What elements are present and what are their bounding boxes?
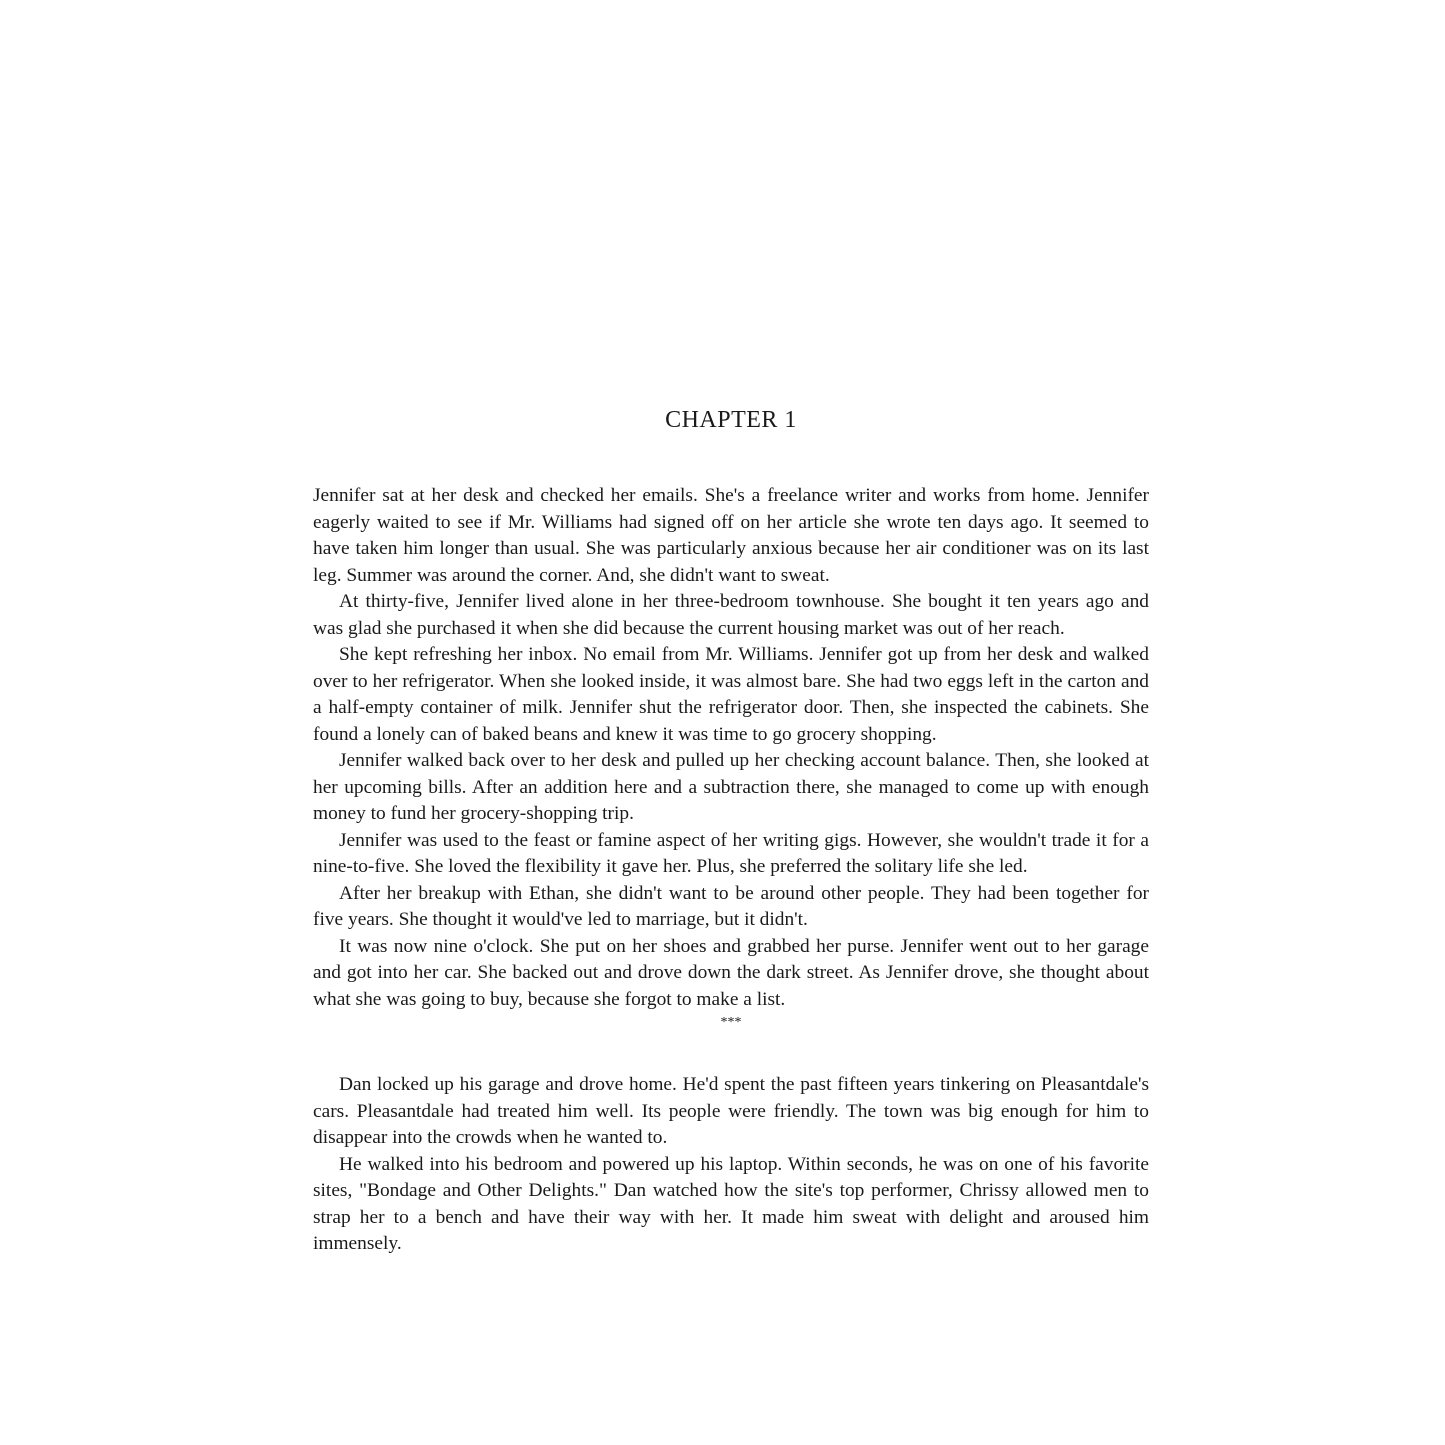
chapter-title: CHAPTER 1 (665, 407, 797, 433)
chapter-body (313, 483, 1149, 1258)
paragraph: Jennifer sat at her desk and checked her emails. She's a freelance writer and works from home. Jennifer eagerly waited to see if Mr. Williams had signed off on her article she wrote ten days ago. It seemed to have taken him longer than usual. She was particularly anxious because her air conditioner was on its last leg. Summer was around the corner. And, she didn't want to sweat. (313, 485, 1149, 586)
book-page (313, 0, 1149, 1445)
paragraph: Jennifer was used to the feast or famine aspect of her writing gigs. However, she wouldn't trade it for a nine-to-five. She loved the flexibility it gave her. Plus, she preferred the solitary life she led. (313, 829, 1149, 877)
paragraph: Jennifer walked back over to her desk and pulled up her checking account balance. Then, she looked at her upcoming bills. After an addition here and a subtraction there, she managed to come up with enough money to fund her grocery-shopping trip. (313, 750, 1149, 824)
scene-break: *** (720, 1015, 742, 1030)
paragraph: She kept refreshing her inbox. No email from Mr. Williams. Jennifer got up from her desk and walked over to her refrigerator. When she looked inside, it was almost bare. She had two eggs left in the carton and a half-empty container of milk. Jennifer shut the refrigerator door. Then, she inspected the cabinets. She found a lonely can of baked beans and knew it was time to go grocery shopping. (313, 644, 1149, 745)
paragraph: At thirty-five, Jennifer lived alone in her three-bedroom townhouse. She bought it ten years ago and was glad she purchased it when she did because the current housing market was out of her reach. (313, 591, 1149, 639)
paragraph: It was now nine o'clock. She put on her shoes and grabbed her purse. Jennifer went out to her garage and got into her car. She backed out and drove down the dark street. As Jennifer drove, she thought about what she was going to buy, because she forgot to make a list. (313, 935, 1149, 1010)
paragraph: After her breakup with Ethan, she didn't want to be around other people. They had been together for five years. She thought it would've led to marriage, but it didn't. (313, 882, 1149, 930)
paragraph: He walked into his bedroom and powered up his laptop. Within seconds, he was on one of his favorite sites, "Bondage and Other Delights." Dan watched how the site's top performer, Chrissy allowed men to strap her to a bench and have their way with her. It made him sweat with delight and aroused him immensely. (313, 1153, 1149, 1254)
paragraph: Dan locked up his garage and drove home. He'd spent the past fifteen years tinkering on Pleasantdale's cars. Pleasantdale had treated him well. Its people were friendly. The town was big enough for him to disappear into the crowds when he wanted to. (313, 1074, 1149, 1148)
